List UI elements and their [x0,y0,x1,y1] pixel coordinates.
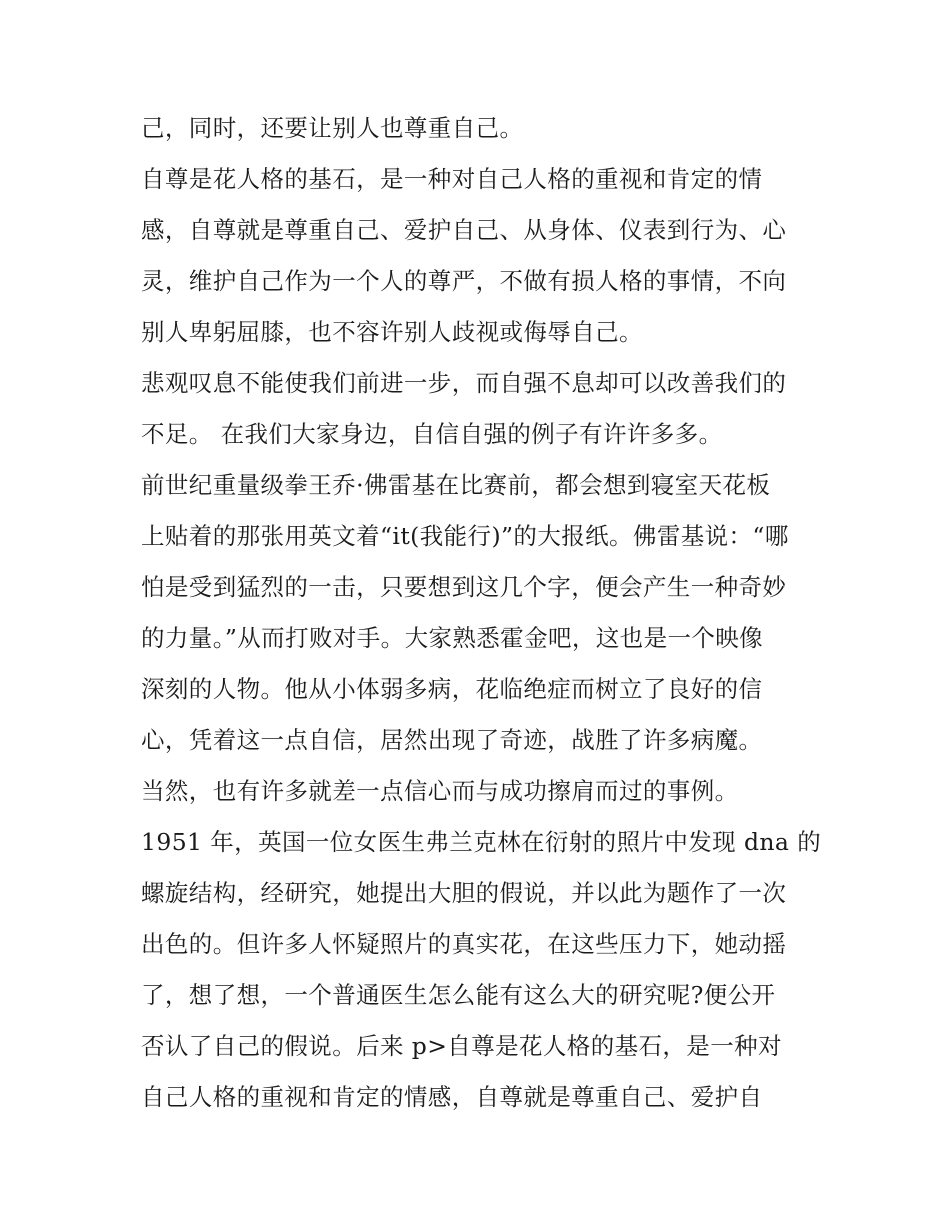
text-line: 不足。 在我们大家身边，自信自强的例子有许许多多。 [141,420,723,448]
text-line: 螺旋结构，经研究，她提出大胆的假说，并以此为题作了一次 [141,879,787,907]
text-line: 当然，也有许多就差一点信心而与成功擦肩而过的事例。 [141,777,739,805]
text-line: 出色的。但许多人怀疑照片的真实花，在这些压力下，她动摇 [141,930,787,958]
text-line: 灵，维护自己作为一个人的尊严，不做有损人格的事情，不向 [141,267,787,295]
text-line: 的力量。”从而打败对手。大家熟悉霍金吧，这也是一个映像 [141,624,764,652]
text-line: 了，想了想，一个普通医生怎么能有这么大的研究呢?便公开 [141,981,776,1009]
text-line: 自己人格的重视和肯定的情感，自尊就是尊重自己、爱护自 [141,1083,763,1111]
text-line: 上贴着的那张用英文着“it(我能行)”的大报纸。佛雷基说：“哪 [141,522,789,550]
text-line: 心，凭着这一点自信，居然出现了奇迹，战胜了许多病魔。 [141,726,763,754]
text-line: 1951 年，英国一位女医生弗兰克林在衍射的照片中发现 dna 的 [141,828,822,856]
text-line: 别人卑躬屈膝，也不容许别人歧视或侮辱自己。 [141,318,643,346]
text-line: 自尊是花人格的基石，是一种对自己人格的重视和肯定的情 [141,165,763,193]
text-line: 己，同时，还要让别人也尊重自己。 [141,114,524,142]
document-body [141,103,831,1123]
text-line: 悲观叹息不能使我们前进一步，而自强不息却可以改善我们的 [141,369,787,397]
text-line: 感，自尊就是尊重自己、爱护自己、从身体、仪表到行为、心 [141,216,787,244]
text-line: 否认了自己的假说。后来 p>自尊是花人格的基石，是一种对 [141,1032,782,1060]
text-line: 深刻的人物。他从小体弱多病，花临绝症而树立了良好的信 [141,675,763,703]
text-line: 怕是受到猛烈的一击，只要想到这几个字，便会产生一种奇妙 [141,573,787,601]
text-line: 前世纪重量级拳王乔·佛雷基在比赛前，都会想到寝室天花板 [141,471,771,499]
